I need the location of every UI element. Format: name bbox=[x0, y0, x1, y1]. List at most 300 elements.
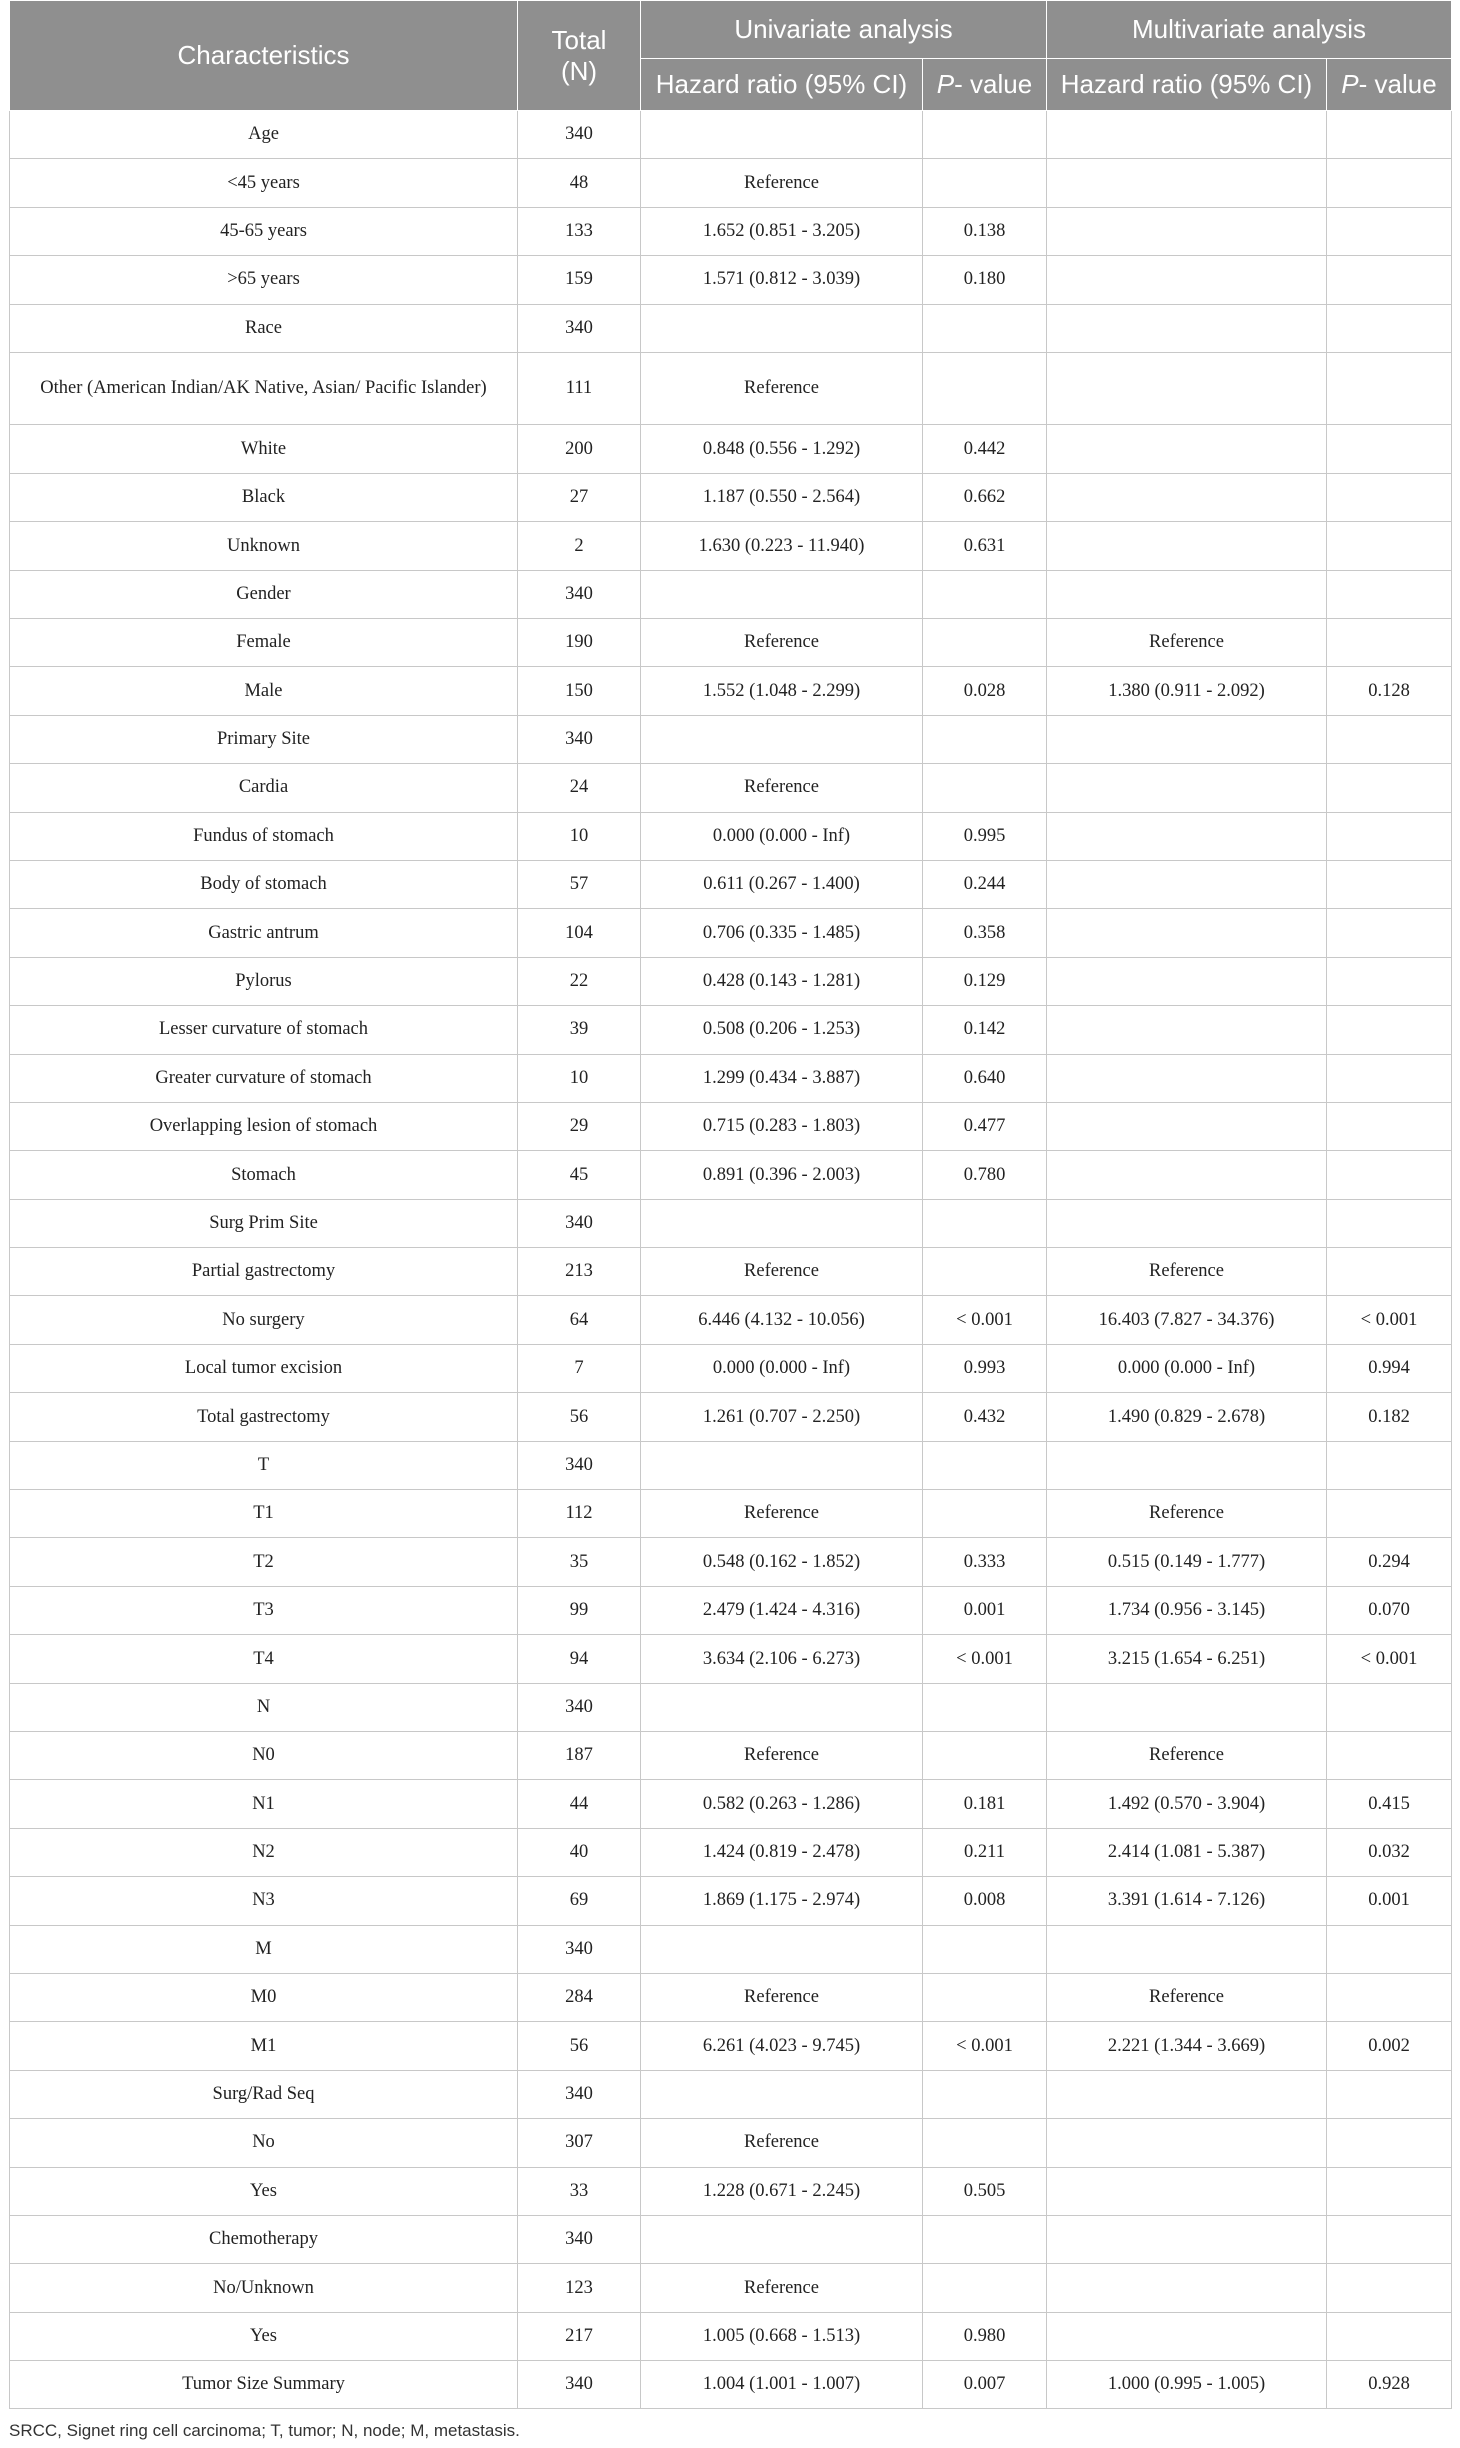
cell-multi-p: < 0.001 bbox=[1327, 1635, 1452, 1683]
cell-total: 340 bbox=[518, 2215, 641, 2263]
cell-multi-p bbox=[1327, 764, 1452, 812]
cell-multi-p bbox=[1327, 1732, 1452, 1780]
table-row bbox=[10, 425, 1452, 473]
table-row bbox=[10, 570, 1452, 618]
cell-total: 123 bbox=[518, 2264, 641, 2312]
cell-multi-hr bbox=[1047, 256, 1327, 304]
table-row bbox=[10, 957, 1452, 1005]
cell-uni-p bbox=[923, 111, 1047, 159]
cell-uni-hr: 0.548 (0.162 - 1.852) bbox=[641, 1538, 923, 1586]
cell-total: 187 bbox=[518, 1732, 641, 1780]
cell-total: 40 bbox=[518, 1828, 641, 1876]
cell-uni-p bbox=[923, 715, 1047, 763]
cell-multi-p bbox=[1327, 1006, 1452, 1054]
cell-total: 24 bbox=[518, 764, 641, 812]
cell-uni-hr: Reference bbox=[641, 352, 923, 425]
cell-characteristic: Other (American Indian/AK Native, Asian/ Pacific Islander) bbox=[10, 352, 518, 425]
cell-uni-p bbox=[923, 1490, 1047, 1538]
cell-total: 35 bbox=[518, 1538, 641, 1586]
cell-total: 104 bbox=[518, 909, 641, 957]
cell-characteristic: T2 bbox=[10, 1538, 518, 1586]
cell-characteristic: T3 bbox=[10, 1586, 518, 1634]
cell-multi-hr bbox=[1047, 1925, 1327, 1973]
table-row bbox=[10, 2167, 1452, 2215]
header-multivariate: Multivariate analysis bbox=[1047, 1, 1452, 59]
cell-total: 307 bbox=[518, 2119, 641, 2167]
cell-multi-p: 0.182 bbox=[1327, 1393, 1452, 1441]
cell-uni-hr bbox=[641, 715, 923, 763]
cell-characteristic: N1 bbox=[10, 1780, 518, 1828]
cell-multi-hr: 1.380 (0.911 - 2.092) bbox=[1047, 667, 1327, 715]
cell-total: 27 bbox=[518, 473, 641, 521]
cell-uni-p: 0.129 bbox=[923, 957, 1047, 1005]
cell-multi-p bbox=[1327, 619, 1452, 667]
cell-characteristic: Yes bbox=[10, 2167, 518, 2215]
cell-uni-hr: 1.571 (0.812 - 3.039) bbox=[641, 256, 923, 304]
cell-multi-hr bbox=[1047, 1102, 1327, 1150]
cell-total: 94 bbox=[518, 1635, 641, 1683]
table-row bbox=[10, 1151, 1452, 1199]
cell-multi-p bbox=[1327, 2264, 1452, 2312]
cell-total: 44 bbox=[518, 1780, 641, 1828]
cell-uni-hr: 1.299 (0.434 - 3.887) bbox=[641, 1054, 923, 1102]
table-row bbox=[10, 1344, 1452, 1392]
cell-uni-hr: 0.715 (0.283 - 1.803) bbox=[641, 1102, 923, 1150]
cell-uni-p: 0.640 bbox=[923, 1054, 1047, 1102]
cell-uni-hr: 1.005 (0.668 - 1.513) bbox=[641, 2312, 923, 2360]
cell-multi-hr bbox=[1047, 1683, 1327, 1731]
cell-characteristic: Black bbox=[10, 473, 518, 521]
cell-uni-hr: Reference bbox=[641, 159, 923, 207]
table-row bbox=[10, 1683, 1452, 1731]
cell-characteristic: Partial gastrectomy bbox=[10, 1248, 518, 1296]
cell-multi-hr: 2.414 (1.081 - 5.387) bbox=[1047, 1828, 1327, 1876]
table-row bbox=[10, 764, 1452, 812]
cell-total: 112 bbox=[518, 1490, 641, 1538]
table-row bbox=[10, 1102, 1452, 1150]
cell-multi-p: 0.994 bbox=[1327, 1344, 1452, 1392]
cell-multi-p bbox=[1327, 1925, 1452, 1973]
cell-uni-p: 0.028 bbox=[923, 667, 1047, 715]
cell-uni-hr: 6.446 (4.132 - 10.056) bbox=[641, 1296, 923, 1344]
cell-uni-p bbox=[923, 2264, 1047, 2312]
table-row bbox=[10, 1393, 1452, 1441]
cell-multi-p: 0.070 bbox=[1327, 1586, 1452, 1634]
table-row bbox=[10, 812, 1452, 860]
table-row bbox=[10, 1780, 1452, 1828]
cell-characteristic: Pylorus bbox=[10, 957, 518, 1005]
cell-multi-p: 0.128 bbox=[1327, 667, 1452, 715]
cell-characteristic: Female bbox=[10, 619, 518, 667]
cell-characteristic: Tumor Size Summary bbox=[10, 2361, 518, 2409]
cell-characteristic: Unknown bbox=[10, 522, 518, 570]
cell-characteristic: Race bbox=[10, 304, 518, 352]
cell-uni-hr bbox=[641, 1683, 923, 1731]
cell-uni-p: < 0.001 bbox=[923, 1635, 1047, 1683]
cell-multi-hr bbox=[1047, 2264, 1327, 2312]
cell-uni-p bbox=[923, 159, 1047, 207]
cell-multi-p bbox=[1327, 1054, 1452, 1102]
cell-uni-hr: 6.261 (4.023 - 9.745) bbox=[641, 2022, 923, 2070]
cell-uni-hr bbox=[641, 111, 923, 159]
cell-multi-p bbox=[1327, 2215, 1452, 2263]
cell-multi-hr bbox=[1047, 570, 1327, 618]
cell-characteristic: M0 bbox=[10, 1973, 518, 2021]
cell-characteristic: No/Unknown bbox=[10, 2264, 518, 2312]
cell-uni-hr: 1.552 (1.048 - 2.299) bbox=[641, 667, 923, 715]
cell-multi-hr bbox=[1047, 1441, 1327, 1489]
cell-uni-p: 0.505 bbox=[923, 2167, 1047, 2215]
cell-total: 217 bbox=[518, 2312, 641, 2360]
cell-total: 57 bbox=[518, 860, 641, 908]
cell-characteristic: >65 years bbox=[10, 256, 518, 304]
cell-uni-hr: 0.000 (0.000 - Inf) bbox=[641, 1344, 923, 1392]
cell-uni-p: 0.993 bbox=[923, 1344, 1047, 1392]
cell-characteristic: Yes bbox=[10, 2312, 518, 2360]
header-multi-p-italic: P bbox=[1341, 69, 1359, 99]
cell-multi-p bbox=[1327, 2119, 1452, 2167]
cell-multi-hr bbox=[1047, 159, 1327, 207]
cell-uni-p bbox=[923, 2070, 1047, 2118]
cell-multi-p bbox=[1327, 2167, 1452, 2215]
cell-multi-p bbox=[1327, 570, 1452, 618]
cell-total: 340 bbox=[518, 2361, 641, 2409]
cell-multi-hr: 2.221 (1.344 - 3.669) bbox=[1047, 2022, 1327, 2070]
cell-characteristic: N2 bbox=[10, 1828, 518, 1876]
cell-characteristic: Male bbox=[10, 667, 518, 715]
table-row bbox=[10, 256, 1452, 304]
cell-uni-hr: Reference bbox=[641, 1732, 923, 1780]
table-row bbox=[10, 1054, 1452, 1102]
table-row bbox=[10, 1006, 1452, 1054]
cell-uni-p: 0.008 bbox=[923, 1877, 1047, 1925]
table-row bbox=[10, 207, 1452, 255]
cell-total: 340 bbox=[518, 1199, 641, 1247]
cell-characteristic: Greater curvature of stomach bbox=[10, 1054, 518, 1102]
cell-uni-p: 0.442 bbox=[923, 425, 1047, 473]
table-row bbox=[10, 715, 1452, 763]
cell-uni-hr: 0.508 (0.206 - 1.253) bbox=[641, 1006, 923, 1054]
header-total-n: (N) bbox=[560, 55, 598, 86]
table-row bbox=[10, 352, 1452, 425]
cell-characteristic: No surgery bbox=[10, 1296, 518, 1344]
cell-uni-hr: 0.611 (0.267 - 1.400) bbox=[641, 860, 923, 908]
cell-multi-hr: Reference bbox=[1047, 1248, 1327, 1296]
cell-multi-hr bbox=[1047, 1006, 1327, 1054]
table-row bbox=[10, 2119, 1452, 2167]
header-multi-p bbox=[1327, 59, 1452, 111]
cell-multi-hr: 16.403 (7.827 - 34.376) bbox=[1047, 1296, 1327, 1344]
cell-characteristic: Stomach bbox=[10, 1151, 518, 1199]
cell-uni-hr: Reference bbox=[641, 1248, 923, 1296]
cell-multi-hr bbox=[1047, 2215, 1327, 2263]
cell-uni-p: 0.358 bbox=[923, 909, 1047, 957]
cell-uni-p bbox=[923, 1973, 1047, 2021]
cell-multi-p bbox=[1327, 1683, 1452, 1731]
header-uni-p-italic: P bbox=[936, 69, 955, 99]
table-row bbox=[10, 2022, 1452, 2070]
cell-multi-p bbox=[1327, 159, 1452, 207]
cell-total: 340 bbox=[518, 111, 641, 159]
cell-uni-p: 0.181 bbox=[923, 1780, 1047, 1828]
table-row bbox=[10, 1248, 1452, 1296]
cell-multi-p bbox=[1327, 1441, 1452, 1489]
cell-multi-hr: Reference bbox=[1047, 1490, 1327, 1538]
header-multi-p-rest: - value bbox=[1358, 69, 1437, 99]
cell-characteristic: Primary Site bbox=[10, 715, 518, 763]
cell-uni-hr: Reference bbox=[641, 1490, 923, 1538]
cell-multi-hr: Reference bbox=[1047, 1973, 1327, 2021]
cell-uni-p: 0.780 bbox=[923, 1151, 1047, 1199]
cell-multi-p: 0.928 bbox=[1327, 2361, 1452, 2409]
table-row bbox=[10, 1296, 1452, 1344]
cell-total: 39 bbox=[518, 1006, 641, 1054]
cell-multi-p bbox=[1327, 522, 1452, 570]
cell-characteristic: Surg/Rad Seq bbox=[10, 2070, 518, 2118]
cell-uni-p: 0.631 bbox=[923, 522, 1047, 570]
cell-uni-hr: 0.000 (0.000 - Inf) bbox=[641, 812, 923, 860]
cell-total: 150 bbox=[518, 667, 641, 715]
table-row bbox=[10, 304, 1452, 352]
cell-characteristic: N bbox=[10, 1683, 518, 1731]
cell-total: 284 bbox=[518, 1973, 641, 2021]
cell-uni-hr: 3.634 (2.106 - 6.273) bbox=[641, 1635, 923, 1683]
header-total-label: Total bbox=[551, 24, 607, 55]
cell-multi-hr bbox=[1047, 425, 1327, 473]
cell-multi-p: 0.001 bbox=[1327, 1877, 1452, 1925]
cell-multi-hr: 3.215 (1.654 - 6.251) bbox=[1047, 1635, 1327, 1683]
cell-multi-p: 0.415 bbox=[1327, 1780, 1452, 1828]
table-row bbox=[10, 1490, 1452, 1538]
cell-uni-p bbox=[923, 1683, 1047, 1731]
cell-uni-hr: 1.261 (0.707 - 2.250) bbox=[641, 1393, 923, 1441]
cell-multi-hr bbox=[1047, 2167, 1327, 2215]
cell-multi-hr: 1.490 (0.829 - 2.678) bbox=[1047, 1393, 1327, 1441]
cell-multi-p bbox=[1327, 1199, 1452, 1247]
cell-multi-hr: 1.734 (0.956 - 3.145) bbox=[1047, 1586, 1327, 1634]
header-uni-hr: Hazard ratio (95% CI) bbox=[641, 59, 923, 111]
cell-total: 111 bbox=[518, 352, 641, 425]
cell-total: 2 bbox=[518, 522, 641, 570]
cell-multi-hr bbox=[1047, 1151, 1327, 1199]
cell-uni-hr: 1.652 (0.851 - 3.205) bbox=[641, 207, 923, 255]
table-row bbox=[10, 473, 1452, 521]
cell-uni-hr: 0.848 (0.556 - 1.292) bbox=[641, 425, 923, 473]
cell-uni-hr: 1.869 (1.175 - 2.974) bbox=[641, 1877, 923, 1925]
cell-uni-hr: 0.582 (0.263 - 1.286) bbox=[641, 1780, 923, 1828]
cell-multi-hr bbox=[1047, 2312, 1327, 2360]
cell-multi-p bbox=[1327, 2312, 1452, 2360]
cell-characteristic: T bbox=[10, 1441, 518, 1489]
cell-total: 48 bbox=[518, 159, 641, 207]
cell-uni-p: 0.007 bbox=[923, 2361, 1047, 2409]
cell-total: 340 bbox=[518, 1683, 641, 1731]
cell-multi-p: < 0.001 bbox=[1327, 1296, 1452, 1344]
cell-characteristic: Lesser curvature of stomach bbox=[10, 1006, 518, 1054]
cell-uni-hr: Reference bbox=[641, 2264, 923, 2312]
cell-uni-hr: 1.187 (0.550 - 2.564) bbox=[641, 473, 923, 521]
cell-multi-p bbox=[1327, 425, 1452, 473]
header-multi-hr: Hazard ratio (95% CI) bbox=[1047, 59, 1327, 111]
table-row bbox=[10, 667, 1452, 715]
cell-characteristic: T1 bbox=[10, 1490, 518, 1538]
cell-uni-hr: 1.630 (0.223 - 11.940) bbox=[641, 522, 923, 570]
cell-multi-hr: Reference bbox=[1047, 619, 1327, 667]
cell-uni-p bbox=[923, 1925, 1047, 1973]
cell-total: 56 bbox=[518, 2022, 641, 2070]
cell-uni-p: 0.980 bbox=[923, 2312, 1047, 2360]
table-row bbox=[10, 2215, 1452, 2263]
cell-total: 340 bbox=[518, 715, 641, 763]
cell-multi-p: 0.294 bbox=[1327, 1538, 1452, 1586]
cell-multi-p bbox=[1327, 1151, 1452, 1199]
cell-uni-hr: 1.424 (0.819 - 2.478) bbox=[641, 1828, 923, 1876]
cell-uni-p: 0.244 bbox=[923, 860, 1047, 908]
cell-multi-hr: 1.492 (0.570 - 3.904) bbox=[1047, 1780, 1327, 1828]
cell-characteristic: M bbox=[10, 1925, 518, 1973]
cell-uni-p: 0.138 bbox=[923, 207, 1047, 255]
cell-uni-p: 0.211 bbox=[923, 1828, 1047, 1876]
cell-characteristic: Local tumor excision bbox=[10, 1344, 518, 1392]
table-row bbox=[10, 909, 1452, 957]
cell-multi-p bbox=[1327, 352, 1452, 425]
cell-multi-p bbox=[1327, 909, 1452, 957]
cell-uni-hr bbox=[641, 1199, 923, 1247]
cell-uni-hr: 0.428 (0.143 - 1.281) bbox=[641, 957, 923, 1005]
cell-uni-hr: 0.891 (0.396 - 2.003) bbox=[641, 1151, 923, 1199]
cell-multi-hr bbox=[1047, 304, 1327, 352]
cell-characteristic: White bbox=[10, 425, 518, 473]
cell-total: 340 bbox=[518, 1441, 641, 1489]
cell-characteristic: M1 bbox=[10, 2022, 518, 2070]
cell-uni-p bbox=[923, 1199, 1047, 1247]
cell-multi-hr bbox=[1047, 860, 1327, 908]
cell-uni-p: 0.001 bbox=[923, 1586, 1047, 1634]
cell-total: 340 bbox=[518, 2070, 641, 2118]
header-characteristics: Characteristics bbox=[10, 1, 518, 111]
cell-uni-p bbox=[923, 304, 1047, 352]
cell-multi-hr bbox=[1047, 207, 1327, 255]
cell-multi-hr bbox=[1047, 1199, 1327, 1247]
cell-total: 340 bbox=[518, 1925, 641, 1973]
cell-characteristic: Chemotherapy bbox=[10, 2215, 518, 2263]
cell-multi-hr bbox=[1047, 522, 1327, 570]
cell-multi-hr bbox=[1047, 909, 1327, 957]
cell-total: 10 bbox=[518, 812, 641, 860]
table-row bbox=[10, 2264, 1452, 2312]
table-footnote: SRCC, Signet ring cell carcinoma; T, tumor; N, node; M, metastasis. bbox=[9, 2421, 520, 2440]
cell-total: 10 bbox=[518, 1054, 641, 1102]
cell-uni-hr: 0.706 (0.335 - 1.485) bbox=[641, 909, 923, 957]
cell-multi-p bbox=[1327, 812, 1452, 860]
cell-characteristic: Gastric antrum bbox=[10, 909, 518, 957]
table-row bbox=[10, 2312, 1452, 2360]
cell-multi-hr: 0.515 (0.149 - 1.777) bbox=[1047, 1538, 1327, 1586]
cell-uni-hr bbox=[641, 570, 923, 618]
cell-uni-hr bbox=[641, 1925, 923, 1973]
cell-total: 340 bbox=[518, 304, 641, 352]
cell-total: 99 bbox=[518, 1586, 641, 1634]
cell-uni-hr: Reference bbox=[641, 764, 923, 812]
cell-uni-p bbox=[923, 1441, 1047, 1489]
cell-uni-p: 0.662 bbox=[923, 473, 1047, 521]
cell-uni-p: 0.995 bbox=[923, 812, 1047, 860]
cell-uni-p: 0.180 bbox=[923, 256, 1047, 304]
cell-uni-hr: Reference bbox=[641, 1973, 923, 2021]
cell-multi-p bbox=[1327, 304, 1452, 352]
cox-regression-table bbox=[9, 0, 1452, 2409]
cell-characteristic: Age bbox=[10, 111, 518, 159]
cell-multi-p bbox=[1327, 860, 1452, 908]
cell-total: 7 bbox=[518, 1344, 641, 1392]
cell-characteristic: Gender bbox=[10, 570, 518, 618]
cell-multi-hr bbox=[1047, 812, 1327, 860]
cell-uni-p bbox=[923, 2215, 1047, 2263]
cell-uni-hr bbox=[641, 2215, 923, 2263]
cell-uni-p bbox=[923, 352, 1047, 425]
cell-multi-hr bbox=[1047, 473, 1327, 521]
cell-uni-p bbox=[923, 1248, 1047, 1296]
cell-characteristic: Surg Prim Site bbox=[10, 1199, 518, 1247]
cell-multi-p bbox=[1327, 1490, 1452, 1538]
cell-total: 213 bbox=[518, 1248, 641, 1296]
table-row bbox=[10, 1732, 1452, 1780]
cell-multi-p bbox=[1327, 1973, 1452, 2021]
cell-characteristic: No bbox=[10, 2119, 518, 2167]
cell-multi-hr: 3.391 (1.614 - 7.126) bbox=[1047, 1877, 1327, 1925]
cell-total: 200 bbox=[518, 425, 641, 473]
cell-multi-hr bbox=[1047, 1054, 1327, 1102]
cell-uni-p: < 0.001 bbox=[923, 2022, 1047, 2070]
table-header bbox=[10, 1, 1452, 111]
table-row bbox=[10, 1828, 1452, 1876]
cell-total: 159 bbox=[518, 256, 641, 304]
cell-total: 133 bbox=[518, 207, 641, 255]
table-row bbox=[10, 1199, 1452, 1247]
cell-multi-hr bbox=[1047, 111, 1327, 159]
cell-characteristic: N3 bbox=[10, 1877, 518, 1925]
table-row bbox=[10, 1925, 1452, 1973]
cell-multi-hr bbox=[1047, 2070, 1327, 2118]
table-row bbox=[10, 619, 1452, 667]
header-univariate: Univariate analysis bbox=[641, 1, 1047, 59]
cell-multi-hr: 1.000 (0.995 - 1.005) bbox=[1047, 2361, 1327, 2409]
table-row bbox=[10, 1973, 1452, 2021]
cell-uni-hr bbox=[641, 1441, 923, 1489]
cell-multi-p: 0.002 bbox=[1327, 2022, 1452, 2070]
cell-characteristic: N0 bbox=[10, 1732, 518, 1780]
cell-characteristic: T4 bbox=[10, 1635, 518, 1683]
cell-multi-hr bbox=[1047, 715, 1327, 763]
cell-total: 64 bbox=[518, 1296, 641, 1344]
table-row bbox=[10, 2070, 1452, 2118]
cell-multi-hr bbox=[1047, 764, 1327, 812]
cell-uni-hr: 2.479 (1.424 - 4.316) bbox=[641, 1586, 923, 1634]
cell-characteristic: Fundus of stomach bbox=[10, 812, 518, 860]
cell-characteristic: 45-65 years bbox=[10, 207, 518, 255]
table-row bbox=[10, 522, 1452, 570]
cell-total: 340 bbox=[518, 570, 641, 618]
cell-uni-p: 0.477 bbox=[923, 1102, 1047, 1150]
cell-uni-p bbox=[923, 1732, 1047, 1780]
table-row bbox=[10, 2361, 1452, 2409]
cell-uni-p bbox=[923, 2119, 1047, 2167]
cell-uni-hr: 1.004 (1.001 - 1.007) bbox=[641, 2361, 923, 2409]
header-uni-p bbox=[923, 59, 1047, 111]
cell-multi-p: 0.032 bbox=[1327, 1828, 1452, 1876]
table-row bbox=[10, 1877, 1452, 1925]
cell-multi-hr: Reference bbox=[1047, 1732, 1327, 1780]
